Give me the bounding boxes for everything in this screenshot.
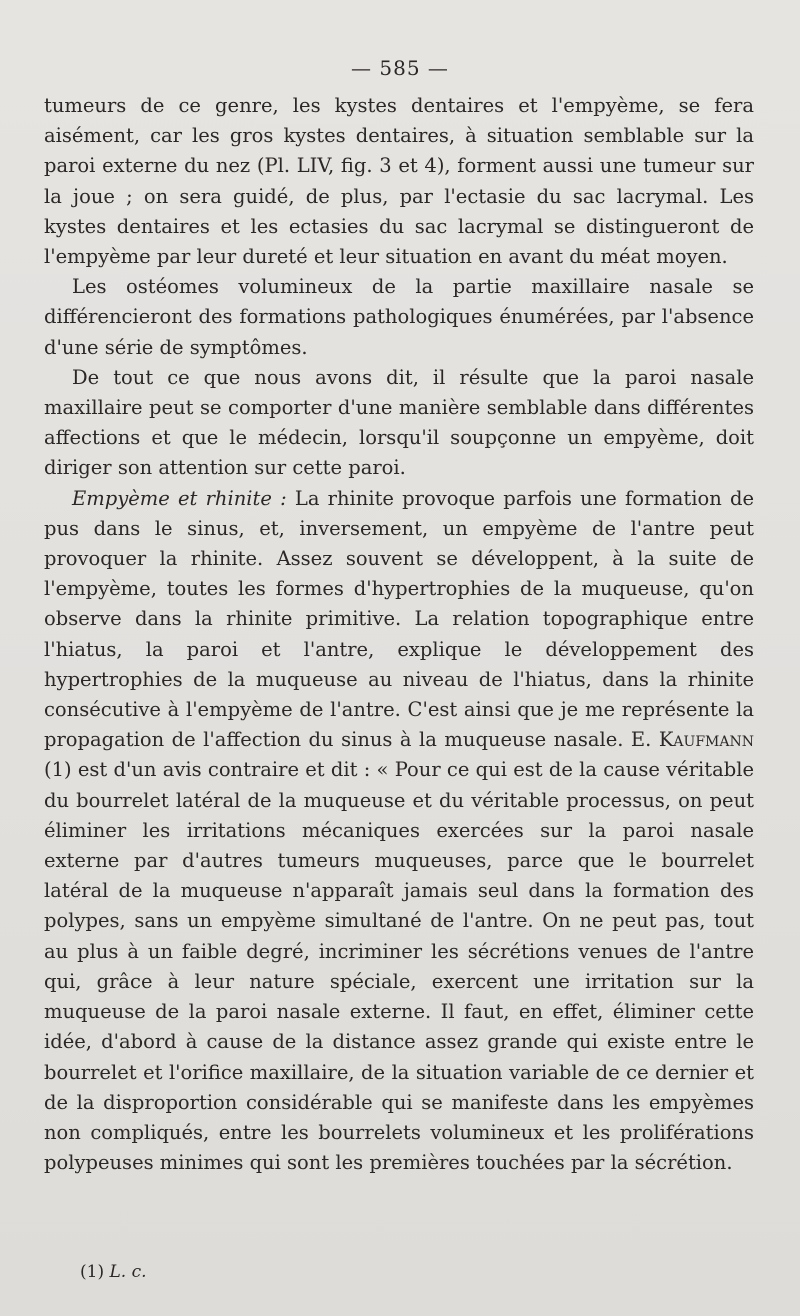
paragraph-4-text-b: (1) est d'un avis contraire et dit : « Pour ce qui est de la cause véritable du bourrelet latéral de la muqueuse et du véritable processus, on peut éliminer les irritations mécaniques exercées sur la paroi nasale externe par d'autres tumeurs muqueuses, parce que le bourrelet latéral de la muqueuse n'apparaît jamais seul dans la formation des polypes, sans un empyème simultané de l'antre. On ne peut pas, tout au plus à un faible degré, incriminer les sécrétions venues de l'antre qui, grâce à leur nature spéciale, exercent une irritation sur la muqueuse de la paroi nasale externe. Il faut, en effet, éliminer cette idée, d'abord à cause de la distance assez grande qui existe entre le bourrelet et l'orifice maxillaire, de la situation variable de ce dernier et de la disproportion considérable qui se manifeste dans les empyèmes non compliqués, entre les bourrelets volumineux et les proliférations polypeuses minimes qui sont les premières touchées par la sécrétion. xyxy=(44,758,754,1175)
paragraph-1: tumeurs de ce genre, les kystes dentaires et l'empyème, se fera aisément, car les gros kystes dentaires, à situation semblable sur la paroi externe du nez (Pl. LIV, fig. 3 et 4), forment aussi une tumeur sur la joue ; on sera guidé, de plus, par l'ectasie du sac lacrymal. Les kystes dentaires et les ectasies du sac lacrymal se distingueront de l'empyème par leur dureté et leur situation en avant du méat moyen. xyxy=(44,94,754,269)
footnote-marker: (1) xyxy=(80,1262,105,1282)
author-name: Kaufmann xyxy=(658,728,754,752)
footnote xyxy=(80,1262,147,1282)
paragraph-4-text-a: La rhinite provoque parfois une formation de pus dans le sinus, et, inversement, un empyème de l'antre peut provoquer la rhinite. Assez souvent se développent, à la suite de l'empyème, toutes les formes d'hypertrophies de la muqueuse, qu'on observe dans la rhinite primitive. La relation topographique entre l'hiatus, la paroi et l'antre, explique le développement des hypertrophies de la muqueuse au niveau de l'hiatus, dans la rhinite consécutive à l'empyème de l'antre. C'est ainsi que je me représente la propagation de l'affection du sinus à la muqueuse nasale. E. xyxy=(44,486,754,752)
section-heading-italic: Empyème et rhinite : xyxy=(72,486,287,510)
page-number: — 585 — xyxy=(351,56,449,80)
body-text xyxy=(44,91,754,1178)
paragraph-4 xyxy=(44,484,754,1179)
paragraph-3: De tout ce que nous avons dit, il résulte que la paroi nasale maxillaire peut se comporter d'une manière semblable dans différentes affections et que le médecin, lorsqu'il soupçonne un empyème, doit diriger son attention sur cette paroi. xyxy=(44,365,754,480)
paragraph-2: Les ostéomes volumineux de la partie maxillaire nasale se différencieront des formations pathologiques énumérées, par l'absence d'une série de symptômes. xyxy=(44,275,754,359)
footnote-reference: L. c. xyxy=(109,1262,147,1282)
